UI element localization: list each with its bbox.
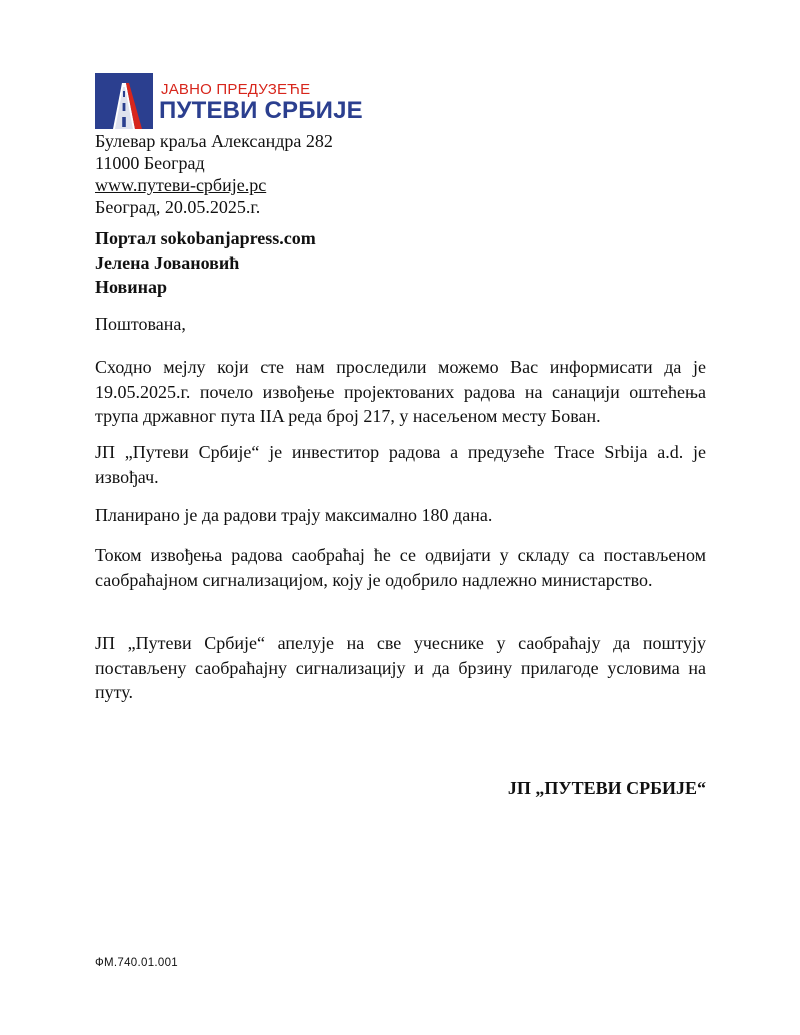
website-link[interactable]: www.путеви-србије.рс bbox=[95, 175, 267, 195]
logo-title: ПУТЕВИ СРБИЈЕ bbox=[159, 97, 363, 124]
signature: ЈП „ПУТЕВИ СРБИЈЕ“ bbox=[507, 778, 706, 798]
paragraph-duration: Планирано је да радови трају максимално 180 дана. bbox=[95, 505, 493, 525]
road-logo-icon bbox=[95, 73, 153, 129]
address-street: Булевар краља Александра 282 bbox=[95, 131, 333, 151]
company-logo bbox=[95, 73, 363, 129]
recipient-block bbox=[95, 226, 316, 300]
paragraph-traffic: Током извођења радова саобраћај ће се одвијати у складу са постављеном саобраћајном сигнализацијом, коју је одобрило надлежно министарство. bbox=[95, 545, 706, 590]
address-city: 11000 Београд bbox=[95, 153, 205, 173]
recipient-title: Новинар bbox=[95, 277, 168, 297]
paragraph-investor: ЈП „Путеви Србије“ је инвеститор радова а предузеће Trace Srbija a.d. је извођач. bbox=[95, 442, 706, 487]
paragraph-works-info: Сходно мејлу који сте нам проследили можемо Вас информисати да је 19.05.2025.г. почело извођење пројектованих радова на санацији оштећења трупа државног пута IIA реда број 217, у насељеном месту Бован. bbox=[95, 357, 706, 426]
place-date: Београд, 20.05.2025.г. bbox=[95, 197, 261, 217]
paragraph-appeal: ЈП „Путеви Србије“ апелује на све учеснике у саобраћају да поштују постављену саобраћајну сигнализацију и да брзину прилагоде условима на путу. bbox=[95, 633, 706, 702]
logo-subtitle: ЈАВНО ПРЕДУЗЕЋЕ bbox=[161, 81, 311, 98]
recipient-name: Јелена Јовановић bbox=[95, 252, 240, 273]
recipient-portal: Портал sokobanjapress.com bbox=[95, 228, 316, 248]
form-code: ФМ.740.01.001 bbox=[95, 957, 178, 969]
sender-address bbox=[95, 130, 333, 218]
salutation: Поштована, bbox=[95, 314, 186, 334]
